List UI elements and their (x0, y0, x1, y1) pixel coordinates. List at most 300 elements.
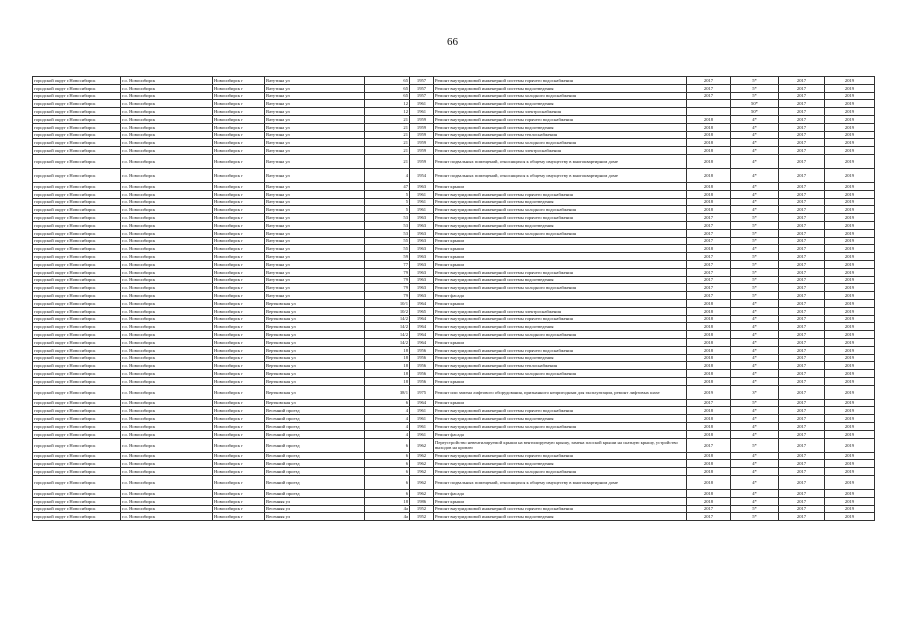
table-row (33, 354, 875, 362)
cell-municipality: городской округ г.Новосибирск (33, 346, 121, 354)
cell-house-number: 6 (365, 476, 410, 490)
cell-build-year: 1959 (410, 147, 434, 155)
cell-municipality: городской округ г.Новосибирск (33, 460, 121, 468)
cell-planned-year: 2018 (687, 452, 731, 460)
cell-house-number: 79 (365, 268, 410, 276)
table-row (33, 415, 875, 423)
repair-schedule-table (32, 76, 875, 521)
cell-build-year: 1956 (410, 377, 434, 385)
cell-period-start: 2017 (779, 168, 825, 182)
cell-period-end: 2019 (825, 92, 875, 100)
cell-planned-year: 2018 (687, 206, 731, 214)
cell-city: Новосибирск г (213, 221, 265, 229)
cell-period-start: 2017 (779, 423, 825, 431)
cell-planned-year: 2017 (687, 276, 731, 284)
cell-street: Ватутина ул (265, 154, 365, 168)
cell-period-start: 2017 (779, 108, 825, 116)
cell-house-number: 6 (365, 490, 410, 498)
cell-period-end: 2019 (825, 206, 875, 214)
cell-period-start: 2017 (779, 438, 825, 452)
cell-planned-year: 2018 (687, 497, 731, 505)
cell-house-number: 79 (365, 292, 410, 300)
cell-street: Ватутина ул (265, 260, 365, 268)
cell-build-year: 1961 (410, 190, 434, 198)
cell-city: Новосибирск г (213, 214, 265, 222)
cell-city: Новосибирск г (213, 190, 265, 198)
cell-municipality: городской округ г.Новосибирск (33, 182, 121, 190)
page-number: 66 (447, 36, 458, 48)
cell-period-end: 2019 (825, 123, 875, 131)
cell-settlement: г.о. Новосибирск (121, 123, 213, 131)
cell-priority: 5* (731, 505, 779, 513)
cell-priority: 4* (731, 331, 779, 339)
cell-settlement: г.о. Новосибирск (121, 190, 213, 198)
cell-municipality: городской округ г.Новосибирск (33, 100, 121, 108)
cell-house-number: 65 (365, 92, 410, 100)
cell-period-start: 2017 (779, 284, 825, 292)
cell-priority: 5* (731, 229, 779, 237)
table-row (33, 423, 875, 431)
cell-priority: 4* (731, 370, 779, 378)
cell-build-year: 1956 (410, 346, 434, 354)
cell-period-start: 2017 (779, 268, 825, 276)
cell-work-type: Ремонт или замена лифтового оборудования, признанного непригодным для эксплуатации, ремонт лифтовых шахт (434, 385, 687, 399)
cell-period-end: 2019 (825, 490, 875, 498)
cell-municipality: городской округ г.Новосибирск (33, 139, 121, 147)
cell-house-number: 53 (365, 221, 410, 229)
cell-priority: 4* (731, 476, 779, 490)
table-row (33, 399, 875, 407)
cell-street: Ватутина ул (265, 245, 365, 253)
cell-city: Новосибирск г (213, 423, 265, 431)
cell-planned-year: 2017 (687, 438, 731, 452)
cell-settlement: г.о. Новосибирск (121, 423, 213, 431)
cell-work-type: Ремонт внутридомовой инженерной системы водоотведения (434, 415, 687, 423)
cell-city: Новосибирск г (213, 292, 265, 300)
cell-work-type: Ремонт внутридомовой инженерной системы водоотведения (434, 354, 687, 362)
cell-house-number: 59 (365, 253, 410, 261)
cell-build-year: 1961 (410, 100, 434, 108)
cell-city: Новосибирск г (213, 100, 265, 108)
table-row (33, 307, 875, 315)
cell-planned-year: 2018 (687, 315, 731, 323)
cell-planned-year: 2017 (687, 399, 731, 407)
cell-period-end: 2019 (825, 284, 875, 292)
cell-city: Новосибирск г (213, 147, 265, 155)
cell-city: Новосибирск г (213, 354, 265, 362)
cell-house-number: 79 (365, 284, 410, 292)
cell-build-year: 1962 (410, 452, 434, 460)
cell-planned-year: 2018 (687, 370, 731, 378)
cell-period-end: 2019 (825, 346, 875, 354)
cell-period-end: 2019 (825, 299, 875, 307)
cell-municipality: городской округ г.Новосибирск (33, 331, 121, 339)
cell-build-year: 1962 (410, 476, 434, 490)
cell-priority: 4* (731, 123, 779, 131)
table-row (33, 237, 875, 245)
cell-planned-year: 2018 (687, 323, 731, 331)
table-row (33, 190, 875, 198)
cell-period-end: 2019 (825, 237, 875, 245)
cell-build-year: 1963 (410, 260, 434, 268)
cell-municipality: городской округ г.Новосибирск (33, 452, 121, 460)
cell-house-number: 6 (365, 438, 410, 452)
cell-build-year: 1956 (410, 354, 434, 362)
cell-city: Новосибирск г (213, 108, 265, 116)
cell-city: Новосибирск г (213, 260, 265, 268)
cell-city: Новосибирск г (213, 331, 265, 339)
cell-settlement: г.о. Новосибирск (121, 505, 213, 513)
cell-priority: 4* (731, 346, 779, 354)
cell-street: Ватутина ул (265, 92, 365, 100)
cell-build-year: 1962 (410, 490, 434, 498)
cell-build-year: 1964 (410, 331, 434, 339)
cell-priority: 5* (731, 221, 779, 229)
cell-municipality: городской округ г.Новосибирск (33, 123, 121, 131)
cell-priority: 5* (731, 253, 779, 261)
cell-priority: 4* (731, 315, 779, 323)
cell-period-end: 2019 (825, 399, 875, 407)
cell-period-start: 2017 (779, 497, 825, 505)
cell-build-year: 1963 (410, 292, 434, 300)
cell-planned-year: 2018 (687, 346, 731, 354)
cell-work-type: Переустройство невентилируемой крыши на вентилируемую крышу, замена плоской крыши на скатную крышу, устройство выходов на кровлю (434, 438, 687, 452)
cell-municipality: городской округ г.Новосибирск (33, 198, 121, 206)
cell-planned-year (687, 100, 731, 108)
cell-municipality: городской округ г.Новосибирск (33, 84, 121, 92)
cell-planned-year: 2018 (687, 407, 731, 415)
cell-house-number: 21 (365, 154, 410, 168)
cell-street: Ватутина ул (265, 268, 365, 276)
cell-period-end: 2019 (825, 315, 875, 323)
cell-city: Новосибирск г (213, 307, 265, 315)
cell-planned-year: 2017 (687, 292, 731, 300)
cell-work-type: Ремонт крыши (434, 182, 687, 190)
cell-build-year: 1957 (410, 84, 434, 92)
cell-period-end: 2019 (825, 182, 875, 190)
cell-build-year: 1961 (410, 198, 434, 206)
table-row (33, 253, 875, 261)
cell-work-type: Ремонт внутридомовой инженерной системы холодного водоснабжения (434, 370, 687, 378)
cell-street: Вертковская ул (265, 399, 365, 407)
table-body (33, 77, 875, 521)
cell-municipality: городской округ г.Новосибирск (33, 423, 121, 431)
cell-street: Ватутина ул (265, 237, 365, 245)
cell-build-year: 1962 (410, 438, 434, 452)
cell-settlement: г.о. Новосибирск (121, 346, 213, 354)
cell-priority: 4* (731, 354, 779, 362)
cell-street: Весенний проезд (265, 460, 365, 468)
cell-work-type: Ремонт фасада (434, 490, 687, 498)
table-row (33, 315, 875, 323)
cell-period-start: 2017 (779, 399, 825, 407)
cell-settlement: г.о. Новосибирск (121, 168, 213, 182)
cell-period-end: 2019 (825, 438, 875, 452)
table-row (33, 377, 875, 385)
cell-city: Новосибирск г (213, 123, 265, 131)
cell-settlement: г.о. Новосибирск (121, 331, 213, 339)
cell-period-end: 2019 (825, 385, 875, 399)
cell-work-type: Ремонт внутридомовой инженерной системы холодного водоснабжения (434, 92, 687, 100)
cell-city: Новосибирск г (213, 154, 265, 168)
cell-period-start: 2017 (779, 354, 825, 362)
cell-planned-year: 2018 (687, 139, 731, 147)
table-row (33, 338, 875, 346)
cell-house-number: 21 (365, 139, 410, 147)
cell-city: Новосибирск г (213, 399, 265, 407)
cell-period-end: 2019 (825, 115, 875, 123)
cell-settlement: г.о. Новосибирск (121, 154, 213, 168)
cell-planned-year: 2018 (687, 198, 731, 206)
cell-municipality: городской округ г.Новосибирск (33, 497, 121, 505)
cell-period-start: 2017 (779, 331, 825, 339)
cell-street: Весенняя ул (265, 497, 365, 505)
cell-settlement: г.о. Новосибирск (121, 229, 213, 237)
cell-planned-year: 2019 (687, 385, 731, 399)
cell-settlement: г.о. Новосибирск (121, 399, 213, 407)
cell-municipality: городской округ г.Новосибирск (33, 430, 121, 438)
cell-priority: 4* (731, 299, 779, 307)
cell-work-type: Ремонт крыши (434, 338, 687, 346)
cell-period-start: 2017 (779, 299, 825, 307)
table-row (33, 182, 875, 190)
cell-municipality: городской округ г.Новосибирск (33, 268, 121, 276)
cell-house-number: 18 (365, 346, 410, 354)
cell-street: Вертковская ул (265, 385, 365, 399)
cell-planned-year: 2017 (687, 214, 731, 222)
cell-city: Новосибирск г (213, 377, 265, 385)
cell-street: Ватутина ул (265, 108, 365, 116)
cell-city: Новосибирск г (213, 299, 265, 307)
table-row (33, 245, 875, 253)
cell-settlement: г.о. Новосибирск (121, 362, 213, 370)
cell-house-number: 14/2 (365, 315, 410, 323)
cell-city: Новосибирск г (213, 346, 265, 354)
cell-period-end: 2019 (825, 147, 875, 155)
cell-street: Вертковская ул (265, 377, 365, 385)
cell-period-start: 2017 (779, 370, 825, 378)
cell-period-start: 2017 (779, 206, 825, 214)
cell-house-number: 4 (365, 407, 410, 415)
cell-period-start: 2017 (779, 385, 825, 399)
cell-planned-year: 2018 (687, 430, 731, 438)
table-row (33, 276, 875, 284)
cell-period-start: 2017 (779, 292, 825, 300)
cell-period-end: 2019 (825, 423, 875, 431)
cell-city: Новосибирск г (213, 430, 265, 438)
cell-period-end: 2019 (825, 415, 875, 423)
cell-house-number: 77 (365, 260, 410, 268)
cell-city: Новосибирск г (213, 206, 265, 214)
cell-house-number: 5 (365, 190, 410, 198)
cell-street: Ватутина ул (265, 182, 365, 190)
cell-city: Новосибирск г (213, 460, 265, 468)
cell-house-number: 6 (365, 468, 410, 476)
cell-build-year: 1963 (410, 268, 434, 276)
cell-period-start: 2017 (779, 260, 825, 268)
cell-period-start: 2017 (779, 154, 825, 168)
table-row (33, 370, 875, 378)
cell-street: Вертковская ул (265, 315, 365, 323)
cell-settlement: г.о. Новосибирск (121, 182, 213, 190)
cell-street: Весенний проезд (265, 407, 365, 415)
cell-planned-year: 2018 (687, 338, 731, 346)
cell-priority: 5* (731, 513, 779, 521)
cell-period-start: 2017 (779, 253, 825, 261)
cell-period-start: 2017 (779, 190, 825, 198)
cell-planned-year: 2017 (687, 284, 731, 292)
cell-house-number: 53 (365, 229, 410, 237)
cell-priority: 3* (731, 385, 779, 399)
cell-municipality: городской округ г.Новосибирск (33, 315, 121, 323)
cell-planned-year: 2017 (687, 77, 731, 85)
cell-planned-year: 2017 (687, 237, 731, 245)
cell-house-number: 55 (365, 237, 410, 245)
cell-planned-year: 2017 (687, 221, 731, 229)
cell-work-type: Ремонт крыши (434, 260, 687, 268)
cell-build-year: 1963 (410, 221, 434, 229)
cell-municipality: городской округ г.Новосибирск (33, 253, 121, 261)
table-row (33, 147, 875, 155)
cell-municipality: городской округ г.Новосибирск (33, 354, 121, 362)
cell-city: Новосибирск г (213, 438, 265, 452)
cell-work-type: Ремонт внутридомовой инженерной системы горячего водоснабжения (434, 346, 687, 354)
table-row (33, 468, 875, 476)
cell-street: Ватутина ул (265, 206, 365, 214)
cell-build-year: 1961 (410, 415, 434, 423)
cell-house-number: 21 (365, 115, 410, 123)
cell-work-type: Ремонт крыши (434, 299, 687, 307)
cell-settlement: г.о. Новосибирск (121, 245, 213, 253)
cell-period-end: 2019 (825, 370, 875, 378)
cell-period-end: 2019 (825, 323, 875, 331)
cell-municipality: городской округ г.Новосибирск (33, 399, 121, 407)
cell-street: Весенняя ул (265, 513, 365, 521)
cell-priority: 4* (731, 147, 779, 155)
cell-planned-year: 2017 (687, 260, 731, 268)
cell-city: Новосибирск г (213, 84, 265, 92)
cell-priority: 5* (731, 284, 779, 292)
cell-priority: 4* (731, 190, 779, 198)
cell-house-number: 12 (365, 100, 410, 108)
cell-planned-year: 2017 (687, 253, 731, 261)
table-row (33, 299, 875, 307)
cell-street: Весенний проезд (265, 430, 365, 438)
cell-house-number: 4 (365, 415, 410, 423)
cell-period-start: 2017 (779, 377, 825, 385)
cell-city: Новосибирск г (213, 468, 265, 476)
cell-work-type: Ремонт внутридомовой инженерной системы водоотведения (434, 276, 687, 284)
table-row (33, 131, 875, 139)
cell-period-start: 2017 (779, 92, 825, 100)
cell-build-year: 1963 (410, 182, 434, 190)
cell-work-type: Ремонт фасада (434, 292, 687, 300)
cell-planned-year: 2017 (687, 92, 731, 100)
cell-street: Ватутина ул (265, 229, 365, 237)
cell-priority: 5* (731, 237, 779, 245)
cell-work-type: Ремонт внутридомовой инженерной системы горячего водоснабжения (434, 505, 687, 513)
cell-period-end: 2019 (825, 497, 875, 505)
cell-period-end: 2019 (825, 84, 875, 92)
cell-municipality: городской округ г.Новосибирск (33, 92, 121, 100)
cell-street: Весенний проезд (265, 476, 365, 490)
cell-priority: 50* (731, 108, 779, 116)
table-row (33, 284, 875, 292)
table-row (33, 407, 875, 415)
cell-settlement: г.о. Новосибирск (121, 460, 213, 468)
cell-period-end: 2019 (825, 77, 875, 85)
cell-municipality: городской округ г.Новосибирск (33, 370, 121, 378)
cell-municipality: городской округ г.Новосибирск (33, 168, 121, 182)
cell-planned-year: 2018 (687, 476, 731, 490)
table-row (33, 497, 875, 505)
cell-build-year: 1963 (410, 237, 434, 245)
cell-planned-year: 2017 (687, 229, 731, 237)
cell-priority: 4* (731, 452, 779, 460)
cell-settlement: г.о. Новосибирск (121, 237, 213, 245)
cell-municipality: городской округ г.Новосибирск (33, 299, 121, 307)
cell-city: Новосибирск г (213, 268, 265, 276)
cell-planned-year: 2018 (687, 115, 731, 123)
cell-city: Новосибирск г (213, 505, 265, 513)
cell-house-number: 79 (365, 276, 410, 284)
cell-build-year: 1964 (410, 323, 434, 331)
cell-settlement: г.о. Новосибирск (121, 307, 213, 315)
cell-city: Новосибирск г (213, 182, 265, 190)
cell-priority: 4* (731, 430, 779, 438)
cell-settlement: г.о. Новосибирск (121, 139, 213, 147)
cell-settlement: г.о. Новосибирск (121, 92, 213, 100)
cell-planned-year: 2018 (687, 415, 731, 423)
cell-city: Новосибирск г (213, 452, 265, 460)
cell-work-type: Ремонт внутридомовой инженерной системы электроснабжения (434, 147, 687, 155)
cell-priority: 5* (731, 92, 779, 100)
cell-house-number: 21 (365, 123, 410, 131)
cell-city: Новосибирск г (213, 139, 265, 147)
cell-build-year: 1975 (410, 385, 434, 399)
table-row (33, 221, 875, 229)
table-row (33, 452, 875, 460)
cell-settlement: г.о. Новосибирск (121, 513, 213, 521)
cell-period-end: 2019 (825, 229, 875, 237)
cell-period-start: 2017 (779, 338, 825, 346)
cell-priority: 4* (731, 131, 779, 139)
table-row (33, 323, 875, 331)
table-row (33, 260, 875, 268)
cell-period-end: 2019 (825, 362, 875, 370)
cell-settlement: г.о. Новосибирск (121, 490, 213, 498)
cell-period-start: 2017 (779, 229, 825, 237)
cell-build-year: 1956 (410, 370, 434, 378)
cell-municipality: городской округ г.Новосибирск (33, 476, 121, 490)
cell-work-type: Ремонт крыши (434, 245, 687, 253)
cell-settlement: г.о. Новосибирск (121, 260, 213, 268)
cell-street: Ватутина ул (265, 214, 365, 222)
cell-street: Весенний проезд (265, 415, 365, 423)
cell-build-year: 1961 (410, 206, 434, 214)
cell-period-end: 2019 (825, 468, 875, 476)
cell-work-type: Ремонт крыши (434, 253, 687, 261)
table-row (33, 214, 875, 222)
cell-settlement: г.о. Новосибирск (121, 377, 213, 385)
cell-period-end: 2019 (825, 168, 875, 182)
cell-period-end: 2019 (825, 460, 875, 468)
cell-period-start: 2017 (779, 346, 825, 354)
cell-planned-year: 2018 (687, 354, 731, 362)
cell-period-start: 2017 (779, 490, 825, 498)
cell-work-type: Ремонт внутридомовой инженерной системы водоотведения (434, 323, 687, 331)
cell-settlement: г.о. Новосибирск (121, 147, 213, 155)
